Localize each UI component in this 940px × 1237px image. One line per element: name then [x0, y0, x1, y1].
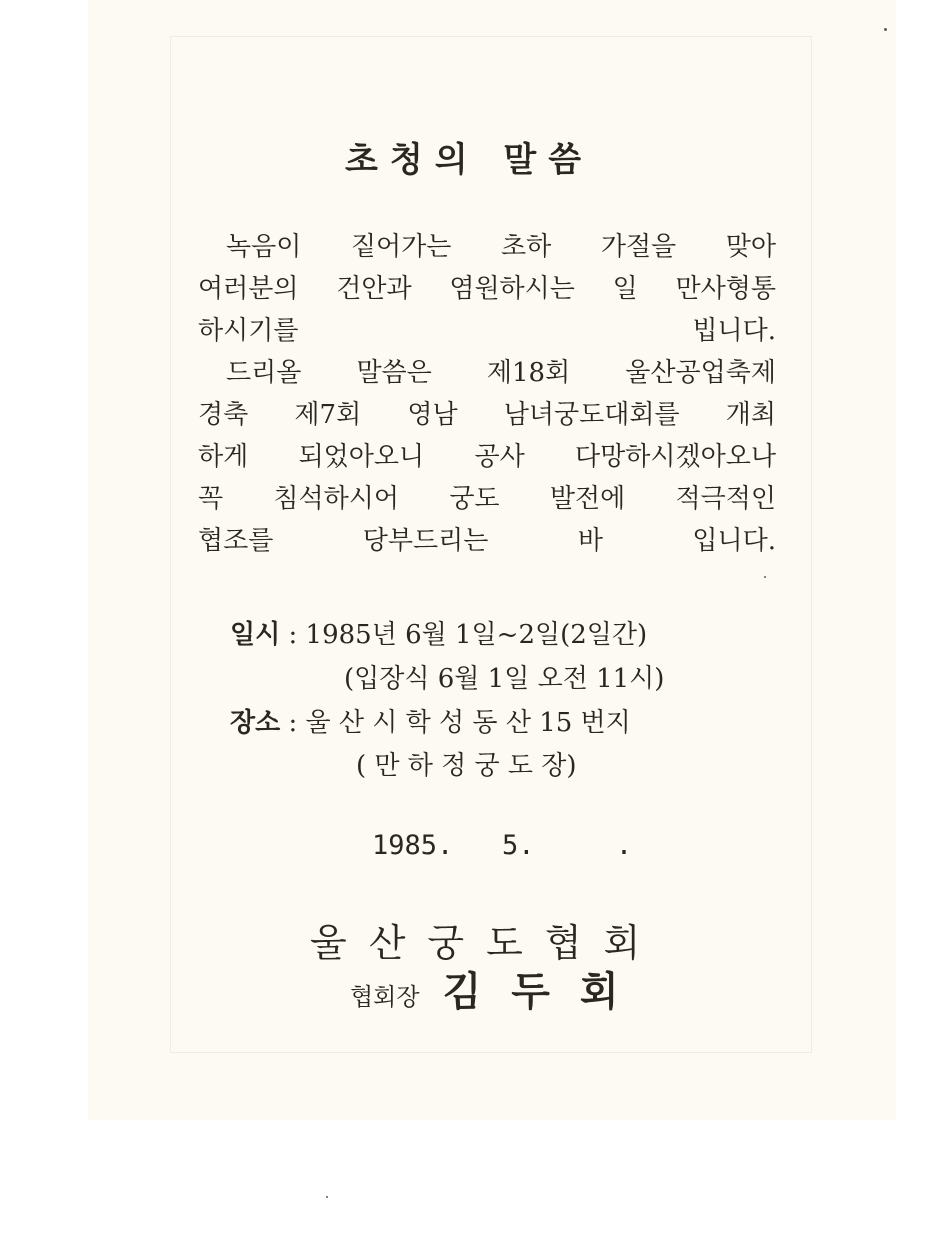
organization-name: 울산궁도협회 — [310, 921, 663, 965]
greeting-line: 여러분의 건안과 염원하시는 일 만사형통 — [198, 274, 776, 304]
date-row — [230, 614, 647, 651]
place-note: ( 만 하 정 궁 도 장) — [356, 751, 577, 781]
place-separator: : — [288, 708, 306, 738]
paper-speck — [326, 1196, 328, 1198]
request-paragraph — [198, 352, 776, 562]
invitation-body — [198, 226, 776, 562]
paper-speck — [884, 28, 887, 31]
place-row — [230, 702, 631, 739]
request-line: 꼭 침석하시어 궁도 발전에 적극적인 — [198, 484, 776, 514]
request-line: 드리올 말씀은 제18회 울산공업축제 — [226, 358, 776, 388]
issue-date: 1985. 5. . — [372, 830, 633, 861]
date-note: (입장식 6월 1일 오전 11시) — [344, 664, 665, 694]
president-title: 협회장 — [350, 983, 420, 1011]
request-line: 협조를 당부드리는 바 입니다. — [198, 526, 776, 556]
greeting-line: 하시기를 빕니다. — [198, 316, 776, 346]
date-label: 일시 — [230, 620, 281, 650]
date-value: 1985년 6월 1일~2일(2일간) — [305, 620, 648, 650]
president-line — [350, 960, 649, 1017]
date-separator: : — [288, 620, 306, 650]
place-label: 장소 — [230, 708, 281, 738]
request-line: 경축 제7회 영남 남녀궁도대회를 개최 — [198, 400, 776, 430]
greeting-line: 녹음이 짙어가는 초하 가절을 맞아 — [226, 232, 776, 262]
president-name: 김두회 — [442, 969, 649, 1015]
request-line: 하게 되었아오니 공사 다망하시겠아오나 — [198, 442, 776, 472]
greeting-paragraph — [198, 226, 776, 352]
invitation-title: 초청의 말씀 — [345, 140, 594, 180]
paper-speck — [764, 576, 766, 578]
place-value: 울 산 시 학 성 동 산 15 번지 — [305, 708, 631, 738]
